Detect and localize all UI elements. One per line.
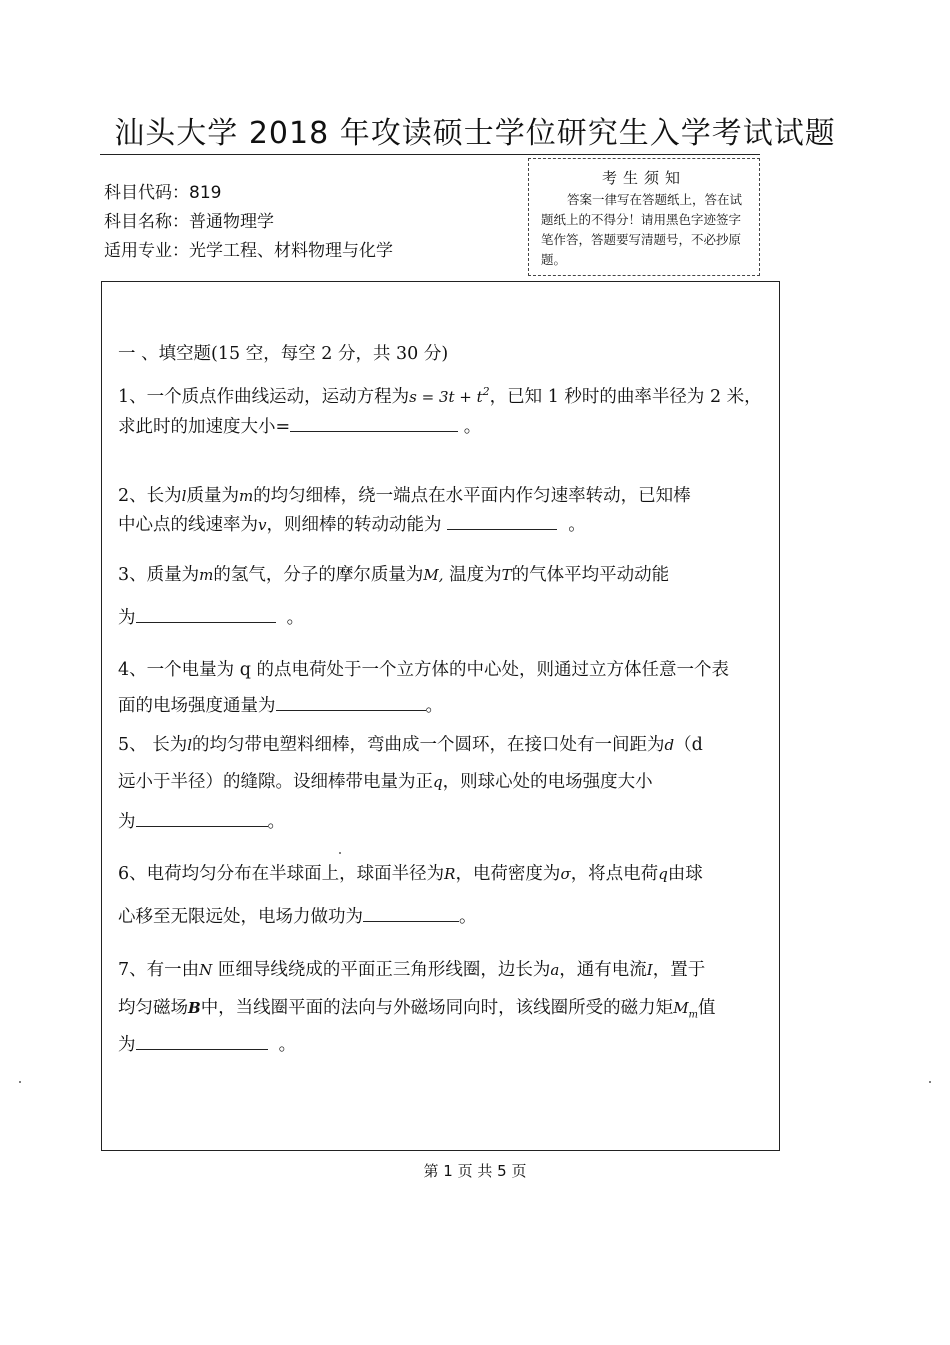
q2-end: 。 bbox=[568, 515, 586, 535]
q7-var-N: N bbox=[199, 961, 213, 979]
major-label: 适用专业： bbox=[104, 241, 189, 261]
q7-text-b: 匝细导线绕成的平面正三角形线圈，边长为 bbox=[217, 960, 551, 980]
q1-text-c: 求此时的加速度大小= bbox=[118, 417, 291, 437]
q3-var-M: M, bbox=[423, 566, 444, 584]
q4-end: 。 bbox=[425, 696, 443, 716]
q6-text-d: 由球 bbox=[667, 864, 703, 884]
question-4-line-2 bbox=[118, 692, 443, 717]
notice-title: 考生须知 bbox=[601, 169, 686, 187]
q2-var-l: l bbox=[181, 487, 187, 505]
question-7-line-1 bbox=[118, 956, 705, 981]
question-3-line-1 bbox=[118, 561, 669, 586]
answer-blank-q5[interactable] bbox=[136, 812, 268, 827]
q2-var-m: m bbox=[238, 487, 254, 505]
q5-text-b: 的均匀带电塑料细棒，弯曲成一个圆环，在接口处有一间距为 bbox=[192, 735, 665, 755]
q7-var-a: a bbox=[550, 961, 560, 979]
q7-text-e: 均匀磁场 bbox=[118, 998, 188, 1018]
subject-code-value: 819 bbox=[189, 183, 222, 203]
q3-text-a: 3、质量为 bbox=[118, 565, 200, 585]
q2-text-c: 的均匀细棒，绕一端点在水平面内作匀速率转动，已知棒 bbox=[253, 486, 691, 506]
question-3-line-2 bbox=[118, 604, 304, 629]
q7-text-a: 7、有一由 bbox=[118, 960, 200, 980]
question-7-line-3 bbox=[118, 1031, 296, 1056]
q6-text-e: 心移至无限远处，电场力做功为 bbox=[118, 907, 363, 927]
q3-end: 。 bbox=[286, 608, 305, 628]
question-2-line-1 bbox=[118, 482, 691, 507]
q5-text-c: （d bbox=[674, 735, 703, 755]
exam-title: 汕头大学 2018 年攻读硕士学位研究生入学考试试题 bbox=[114, 116, 836, 151]
major-value: 光学工程、材料物理与化学 bbox=[189, 241, 393, 261]
q5-var-q: q bbox=[433, 773, 443, 791]
major-row bbox=[104, 236, 393, 261]
q1-equation-exponent: 2 bbox=[482, 385, 490, 399]
q3-var-T: T bbox=[501, 566, 512, 584]
scan-speck bbox=[19, 1081, 21, 1083]
answer-blank-q7[interactable] bbox=[136, 1035, 268, 1050]
question-5-line-1 bbox=[118, 731, 703, 756]
question-2-line-2 bbox=[118, 511, 586, 536]
q6-end: 。 bbox=[459, 907, 477, 927]
notice-body: 答案一律写在答题纸上，答在试题纸上的不得分！请用黑色字迹签字笔作答，答题要写清题号，不必抄原题。 bbox=[541, 192, 743, 267]
q7-var-M: M bbox=[673, 999, 689, 1017]
candidate-notice-box bbox=[528, 158, 760, 276]
q6-text-c: ，将点电荷 bbox=[570, 864, 659, 884]
q3-text-d: 的气体平均平动动能 bbox=[511, 565, 670, 585]
subject-code-row bbox=[104, 178, 221, 203]
q2-text-b: 质量为 bbox=[186, 486, 239, 506]
q1-equation: s = 3t + t bbox=[409, 388, 483, 406]
q5-end: 。 bbox=[267, 812, 285, 832]
question-7-line-2 bbox=[118, 994, 716, 1021]
q1-end: 。 bbox=[463, 417, 482, 437]
answer-blank-q3[interactable] bbox=[136, 608, 276, 623]
q5-var-d: d bbox=[664, 736, 675, 754]
question-6-line-1 bbox=[118, 860, 703, 885]
q7-end: 。 bbox=[278, 1035, 297, 1055]
q3-text-c: 温度为 bbox=[443, 565, 502, 585]
subject-code-label: 科目代码： bbox=[104, 183, 189, 203]
q7-text-f: 中，当线圈平面的法向与外磁场同向时，该线圈所受的磁力矩 bbox=[200, 998, 674, 1018]
answer-blank-q6[interactable] bbox=[363, 907, 459, 922]
q5-text-a: 5、 长为 bbox=[118, 735, 188, 755]
title-divider bbox=[100, 154, 760, 155]
q3-var-m: m bbox=[199, 566, 214, 584]
q7-text-h: 为 bbox=[118, 1035, 136, 1055]
q6-text-b: ，电荷密度为 bbox=[455, 864, 561, 884]
q1-text-a: 1、一个质点作曲线运动，运动方程为 bbox=[118, 387, 410, 407]
q1-text-b: ，已知 1 秒时的曲率半径为 2 米， bbox=[489, 387, 762, 407]
q7-var-M-sub: m bbox=[688, 1009, 699, 1021]
q6-var-R: R bbox=[444, 865, 456, 883]
q7-var-I: I bbox=[646, 961, 653, 979]
q7-text-g: 值 bbox=[698, 998, 716, 1018]
q5-text-f: 为 bbox=[118, 812, 136, 832]
question-1-line-1 bbox=[118, 383, 762, 408]
question-5-line-3 bbox=[118, 808, 285, 833]
q3-text-e: 为 bbox=[118, 608, 136, 628]
scan-speck bbox=[929, 1081, 931, 1083]
answer-blank-q1[interactable] bbox=[290, 417, 458, 432]
q6-var-q: q bbox=[658, 865, 668, 883]
subject-name-row bbox=[104, 207, 274, 232]
q7-var-B: B bbox=[188, 999, 201, 1017]
page-footer: 第 1 页 共 5 页 bbox=[423, 1162, 527, 1180]
answer-blank-q2[interactable] bbox=[447, 515, 557, 530]
subject-name-value: 普通物理学 bbox=[189, 212, 274, 232]
q5-var-l: l bbox=[187, 736, 193, 754]
question-6-line-2 bbox=[118, 903, 477, 928]
scan-speck bbox=[339, 852, 341, 854]
q5-text-d: 远小于半径）的缝隙。设细棒带电量为正 bbox=[118, 772, 433, 792]
subject-name-label: 科目名称： bbox=[104, 212, 189, 232]
q5-text-e: ，则球心处的电场强度大小 bbox=[442, 772, 653, 792]
q2-text-d: 中心点的线速率为 bbox=[118, 515, 258, 535]
q6-text-a: 6、电荷均匀分布在半球面上，球面半径为 bbox=[118, 864, 445, 884]
q4-text-a: 面的电场强度通量为 bbox=[118, 696, 276, 716]
q2-text-a: 2、长为 bbox=[118, 486, 182, 506]
question-5-line-2 bbox=[118, 768, 653, 793]
q2-text-e: ，则细棒的转动动能为 bbox=[266, 515, 442, 535]
q2-var-v: v bbox=[258, 516, 267, 534]
q7-text-c: ，通有电流 bbox=[559, 960, 647, 980]
section-heading: 一 、填空题(15 空，每空 2 分，共 30 分) bbox=[118, 344, 449, 364]
answer-blank-q4[interactable] bbox=[276, 696, 426, 711]
question-1-line-2 bbox=[118, 413, 481, 438]
q3-text-b: 的氢气，分子的摩尔质量为 bbox=[213, 565, 424, 585]
q6-var-sigma: σ bbox=[560, 865, 571, 883]
question-4-line-1: 4、一个电量为 q 的点电荷处于一个立方体的中心处，则通过立方体任意一个表 bbox=[118, 660, 729, 680]
q7-text-d: ，置于 bbox=[652, 960, 706, 980]
